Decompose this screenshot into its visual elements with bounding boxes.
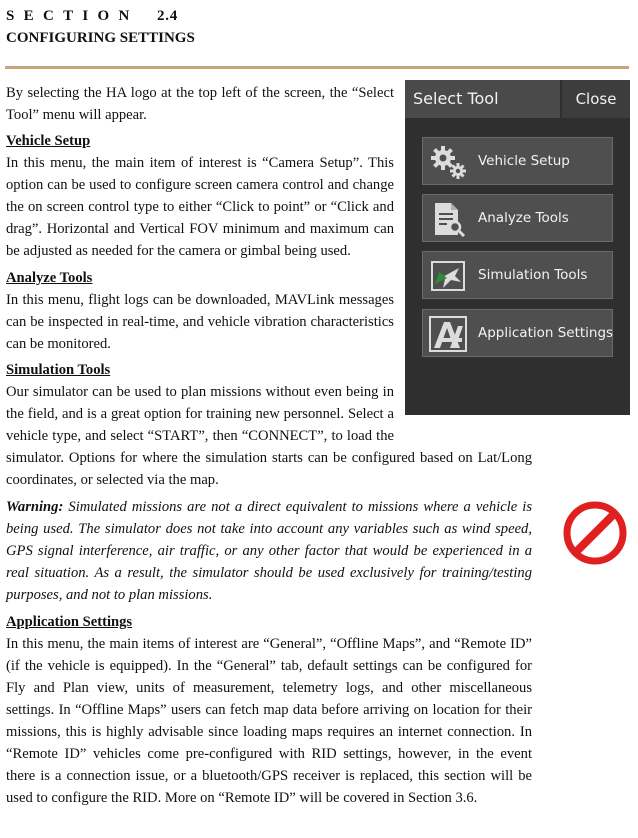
select-tool-panel (405, 80, 630, 415)
panel-header (405, 80, 630, 118)
application-settings-label: Application Settings (478, 325, 614, 341)
application-settings-text: In this menu, the main items of interest are “General”, “Offline Maps”, and “Remote ID” (if the vehicle is equipped). In the “General” tab, default settings can be configured for Fly and Plan view, units of measurement, telemetry logs, and other miscellaneous settings. In “Offline Maps” users can fetch map data before arriving on location for their missions, this is highly advisable since loading maps requires an internet connection. In “Remote ID” vehicles come pre-configured with RID settings, however, in the event there is a connection issue, or a bluetooth/GPS receiver is replaced, this section will be used to configure the RID. More on “Remote ID” will be covered in Section 3.6. (6, 636, 532, 806)
application-settings-section (6, 611, 532, 809)
warning-label: Warning: (6, 499, 64, 515)
analyze-tools-label: Analyze Tools (478, 210, 569, 226)
simulation-tools-section (6, 359, 394, 447)
simulation-tools-text: Our simulator can be used to plan missions without even being in the field, and is a great option for training new personnel. Select a vehicle type, and select “START”, then “CONNECT”, to load the (6, 384, 394, 444)
warning-block (6, 496, 532, 606)
prohibited-icon (563, 501, 627, 565)
vehicle-setup-section (6, 130, 394, 262)
section-number: 2.4 (157, 8, 178, 24)
simulation-tools-heading: Simulation Tools (6, 362, 111, 378)
close-button[interactable]: Close (562, 80, 630, 118)
application-settings-heading: Application Settings (6, 614, 133, 630)
simulation-tools-text-continued: simulator. Options for where the simulation starts can be configured based on Lat/Long coordinates, or selected via the map. (6, 450, 532, 488)
gears-icon (429, 144, 467, 180)
document-magnifier-icon (429, 201, 467, 237)
vehicle-setup-label: Vehicle Setup (478, 153, 570, 169)
application-settings-button[interactable] (422, 309, 613, 357)
section-title: CONFIGURING SETTINGS (6, 30, 195, 46)
warning-paragraph (6, 496, 532, 606)
analyze-tools-button[interactable] (422, 194, 613, 242)
simulation-tools-button[interactable] (422, 251, 613, 299)
warning-text: Simulated missions are not a direct equivalent to missions where a vehicle is being used. The simulator does not take into account any variables such as wind speed, GPS signal interference, air traffic, or any other factor that would be experienced in a real situation. As a result, the simulator should be used exclusively for training/testing purposes, and not to plan missions. (6, 499, 532, 603)
simulation-tools-label: Simulation Tools (478, 267, 588, 283)
intro-paragraph (6, 82, 394, 126)
analyze-tools-heading: Analyze Tools (6, 270, 93, 286)
vehicle-setup-button[interactable] (422, 137, 613, 185)
header-divider (5, 66, 629, 69)
simulation-tools-continued (6, 447, 532, 491)
section-label: SECTION (6, 8, 139, 24)
ha-logo-icon (429, 316, 467, 352)
vehicle-setup-text: In this menu, the main item of interest is “Camera Setup”. This option can be used to configure screen camera control and change the on screen control type to either “Click to point” or “Click and drag”. Horizontal and Vertical FOV minimum and maximum can be adjusted as needed for the camera or gimbal being used. (6, 155, 394, 259)
intro-text: By selecting the HA logo at the top left of the screen, the “Select Tool” menu will appear. (6, 85, 394, 123)
analyze-tools-section (6, 267, 394, 355)
panel-title: Select Tool (405, 80, 560, 118)
analyze-tools-text: In this menu, flight logs can be downloaded, MAVLink messages can be inspected in real-time, and vehicle vibration characteristics can be monitored. (6, 292, 394, 352)
vehicle-setup-heading: Vehicle Setup (6, 133, 91, 149)
simulation-plane-icon (429, 258, 467, 294)
